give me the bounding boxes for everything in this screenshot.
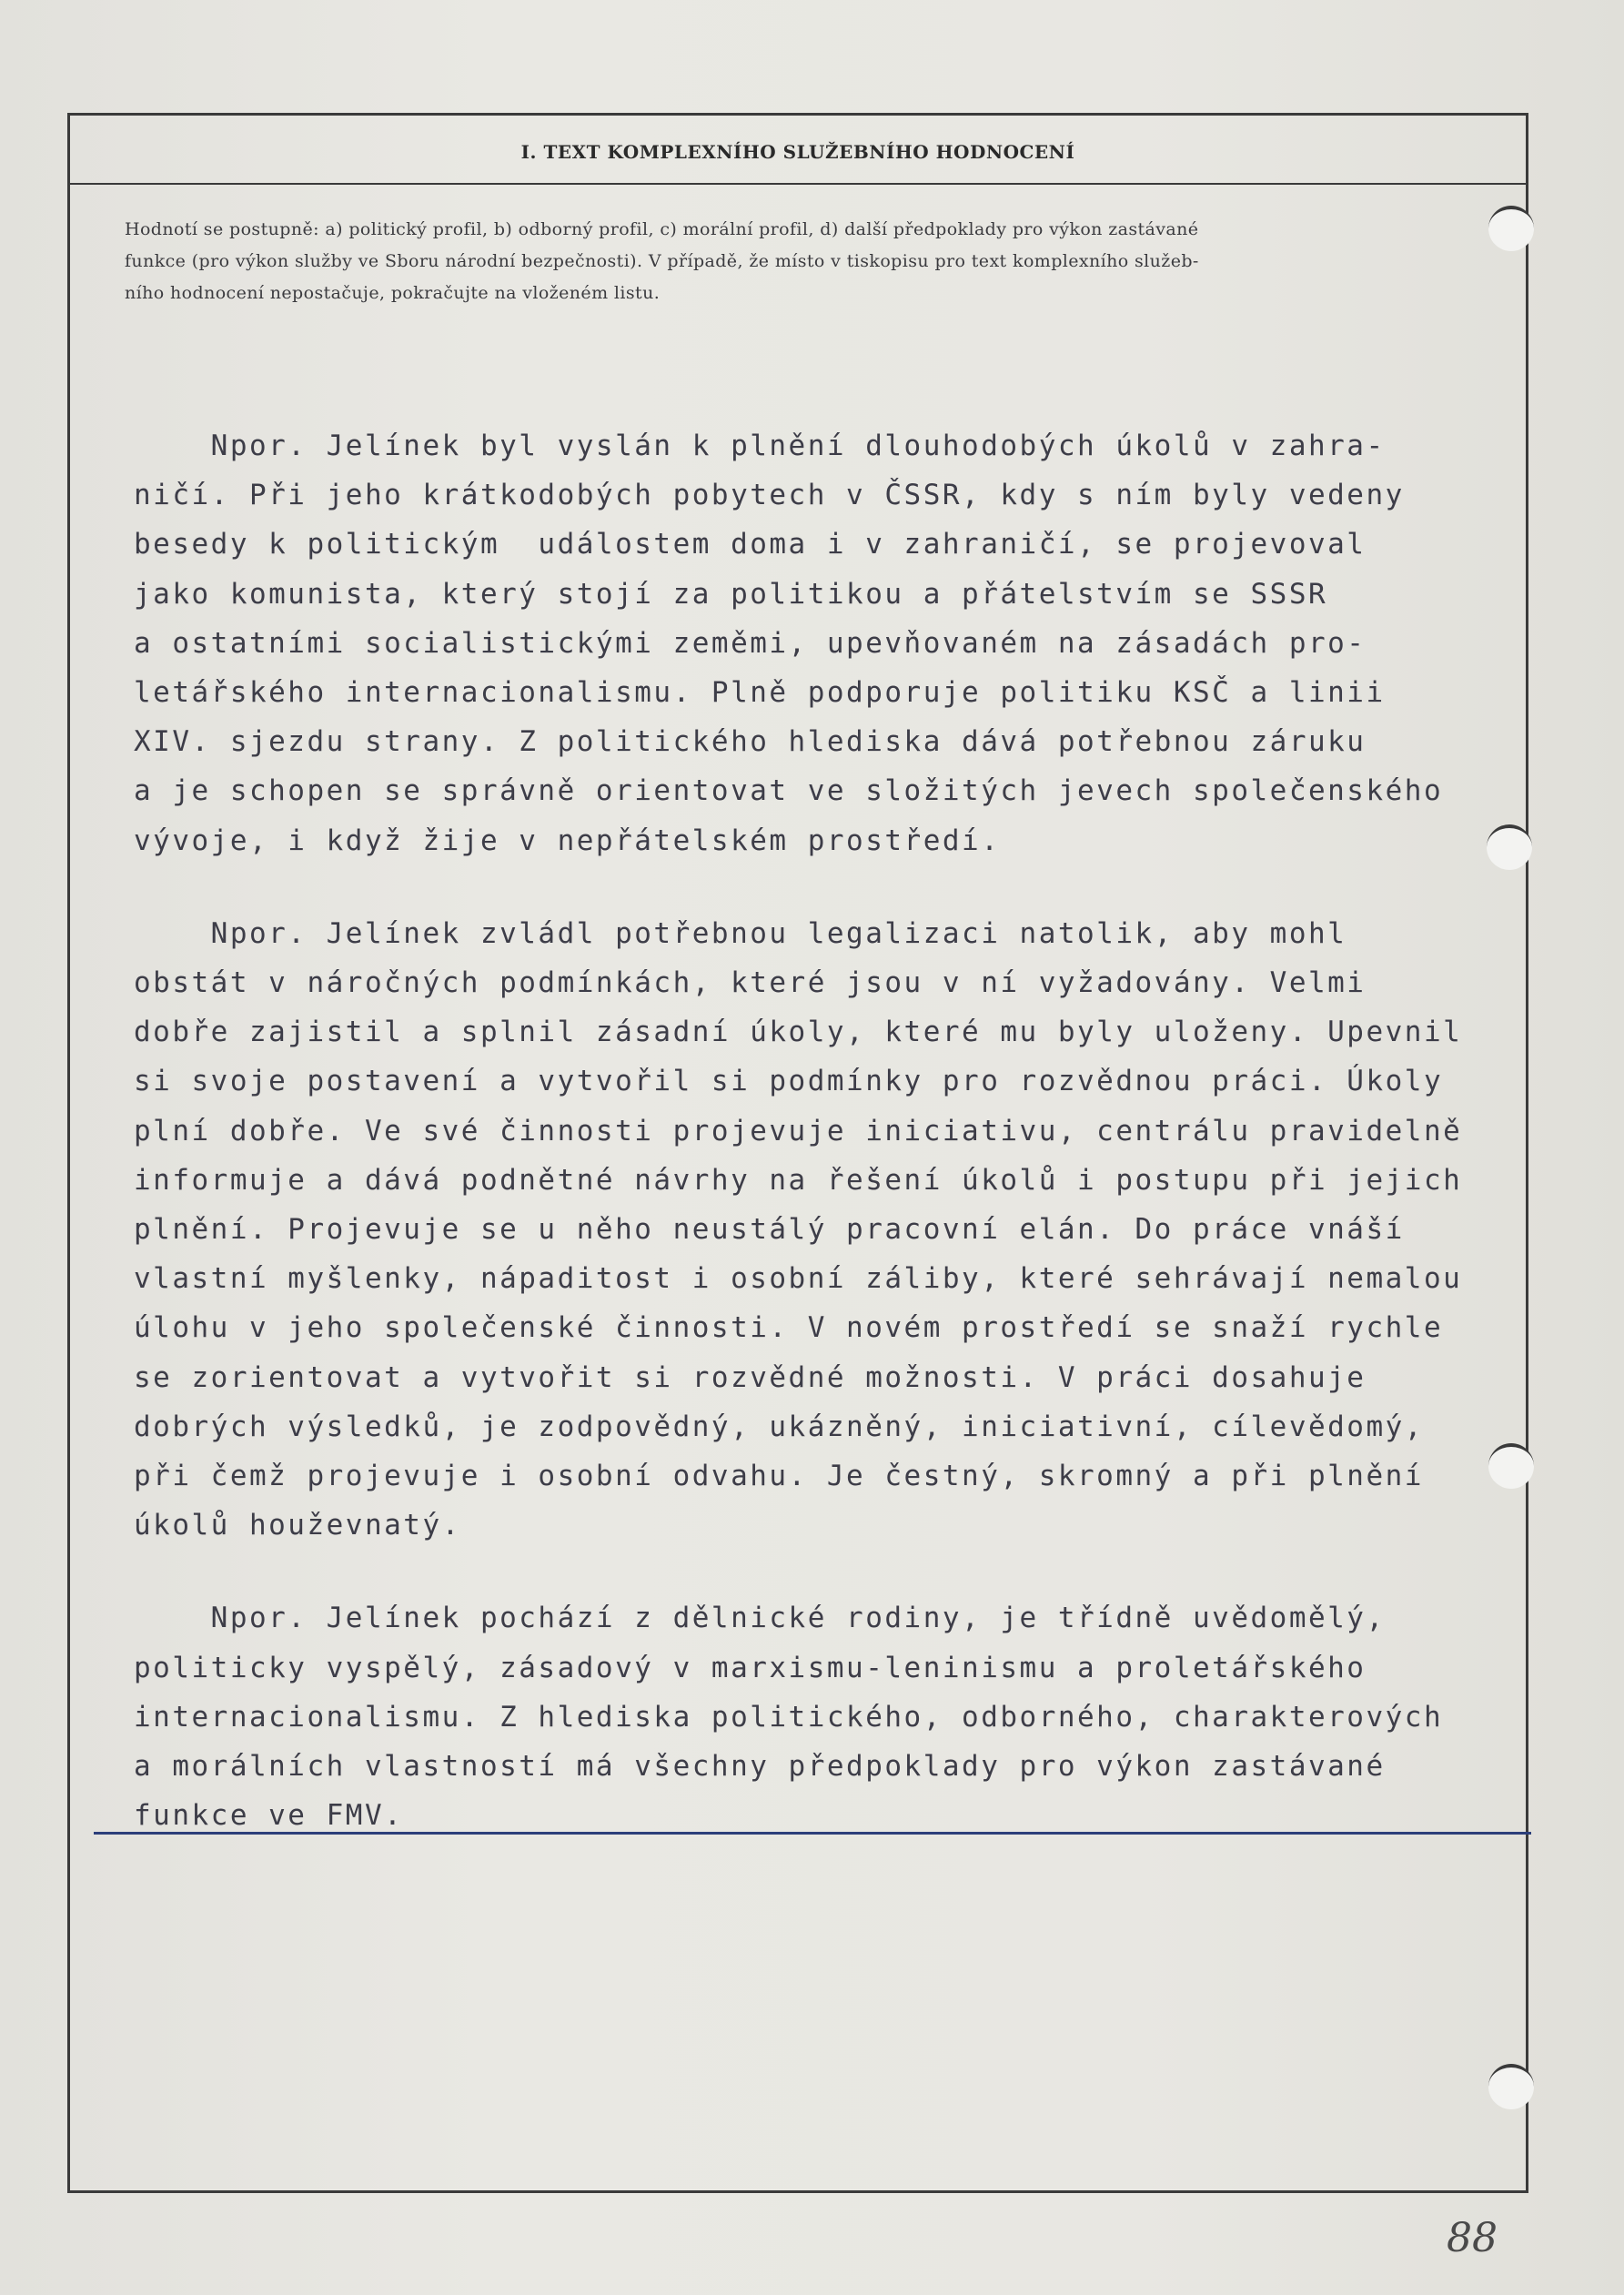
text-line: besedy k politickým událostem doma i v zahraničí, se projevoval bbox=[134, 528, 1367, 561]
text-line: při čemž projevuje i osobní odvahu. Je čestný, skromný a při plnění bbox=[134, 1460, 1424, 1493]
evaluation-text bbox=[134, 421, 1517, 1884]
punch-hole bbox=[1488, 2064, 1534, 2109]
punch-hole bbox=[1487, 824, 1532, 870]
text-line: Npor. Jelínek pochází z dělnické rodiny, je třídně uvědomělý, bbox=[134, 1602, 1386, 1635]
form-header bbox=[70, 116, 1526, 185]
form-instructions bbox=[125, 214, 1508, 309]
instruction-line: ního hodnocení nepostačuje, pokračujte na vloženém listu. bbox=[125, 283, 661, 303]
text-line: ničí. Při jeho krátkodobých pobytech v ČSSR, kdy s ním byly vedeny bbox=[134, 479, 1405, 512]
text-line: dobrých výsledků, je zodpovědný, ukázněný, iniciativní, cílevědomý, bbox=[134, 1410, 1424, 1443]
text-line: se zorientovat a vytvořit si rozvědné možnosti. V práci dosahuje bbox=[134, 1360, 1367, 1394]
summary-paragraph bbox=[134, 1593, 1517, 1840]
text-line: Npor. Jelínek zvládl potřebnou legalizaci natolik, aby mohl bbox=[134, 916, 1347, 950]
text-line: letářského internacionalismu. Plně podporuje politiku KSČ a linii bbox=[134, 676, 1386, 710]
text-line: XIV. sjezdu strany. Z politického hlediska dává potřebnou záruku bbox=[134, 725, 1367, 759]
text-line: úkolů houževnatý. bbox=[134, 1509, 461, 1542]
text-line: úlohu v jeho společenské činnosti. V novém prostředí se snaží rychle bbox=[134, 1311, 1444, 1345]
text-line: jako komunista, který stojí za politikou a přátelstvím se SSSR bbox=[134, 577, 1328, 611]
text-line: si svoje postavení a vytvořil si podmínky pro rozvědnou práci. Úkoly bbox=[134, 1065, 1444, 1098]
text-line: funkce ve FMV. bbox=[134, 1799, 404, 1833]
text-line: politicky vyspělý, zásadový v marxismu-leninismu a proletářského bbox=[134, 1651, 1367, 1684]
text-line: plnění. Projevuje se u něho neustálý pracovní elán. Do práce vnáší bbox=[134, 1213, 1405, 1247]
professional-profile-paragraph bbox=[134, 909, 1517, 1551]
text-line: vlastní myšlenky, nápaditost i osobní záliby, které sehrávají nemalou bbox=[134, 1262, 1463, 1296]
text-line: a ostatními socialistickými zeměmi, upevňovaném na zásadách pro- bbox=[134, 626, 1367, 660]
page-number: 88 bbox=[1447, 2215, 1498, 2261]
political-profile-paragraph bbox=[134, 421, 1517, 865]
punch-hole bbox=[1488, 206, 1534, 251]
text-line: a morálních vlastností má všechny předpoklady pro výkon zastávané bbox=[134, 1750, 1386, 1784]
text-line: dobře zajistil a splnil zásadní úkoly, které mu byly uloženy. Upevnil bbox=[134, 1016, 1463, 1049]
section-divider bbox=[94, 1832, 1531, 1835]
text-line: internacionalismu. Z hlediska politického, odborného, charakterových bbox=[134, 1700, 1444, 1734]
text-line: vývoje, i když žije v nepřátelském prostředí. bbox=[134, 824, 1001, 857]
text-line: plní dobře. Ve své činnosti projevuje iniciativu, centrálu pravidelně bbox=[134, 1114, 1463, 1148]
instruction-line: funkce (pro výkon služby ve Sboru národní bezpečnosti). V případě, že místo v tiskopisu pro text komplexního služeb- bbox=[125, 251, 1199, 271]
punch-hole bbox=[1488, 1443, 1534, 1489]
instruction-line: Hodnotí se postupně: a) politický profil, b) odborný profil, c) morální profil, d) další předpoklady pro výkon zastávané bbox=[125, 219, 1199, 239]
text-line: obstát v náročných podmínkách, které jsou v ní vyžadovány. Velmi bbox=[134, 966, 1367, 1000]
form-title: I. TEXT KOMPLEXNÍHO SLUŽEBNÍHO HODNOCENÍ bbox=[520, 141, 1075, 163]
evaluation-form-frame bbox=[67, 113, 1528, 2193]
text-line: a je schopen se správně orientovat ve složitých jevech společenského bbox=[134, 774, 1444, 808]
text-line: Npor. Jelínek byl vyslán k plnění dlouhodobých úkolů v zahra- bbox=[134, 430, 1386, 462]
text-line: informuje a dává podnětné návrhy na řešení úkolů i postupu při jejich bbox=[134, 1163, 1463, 1197]
